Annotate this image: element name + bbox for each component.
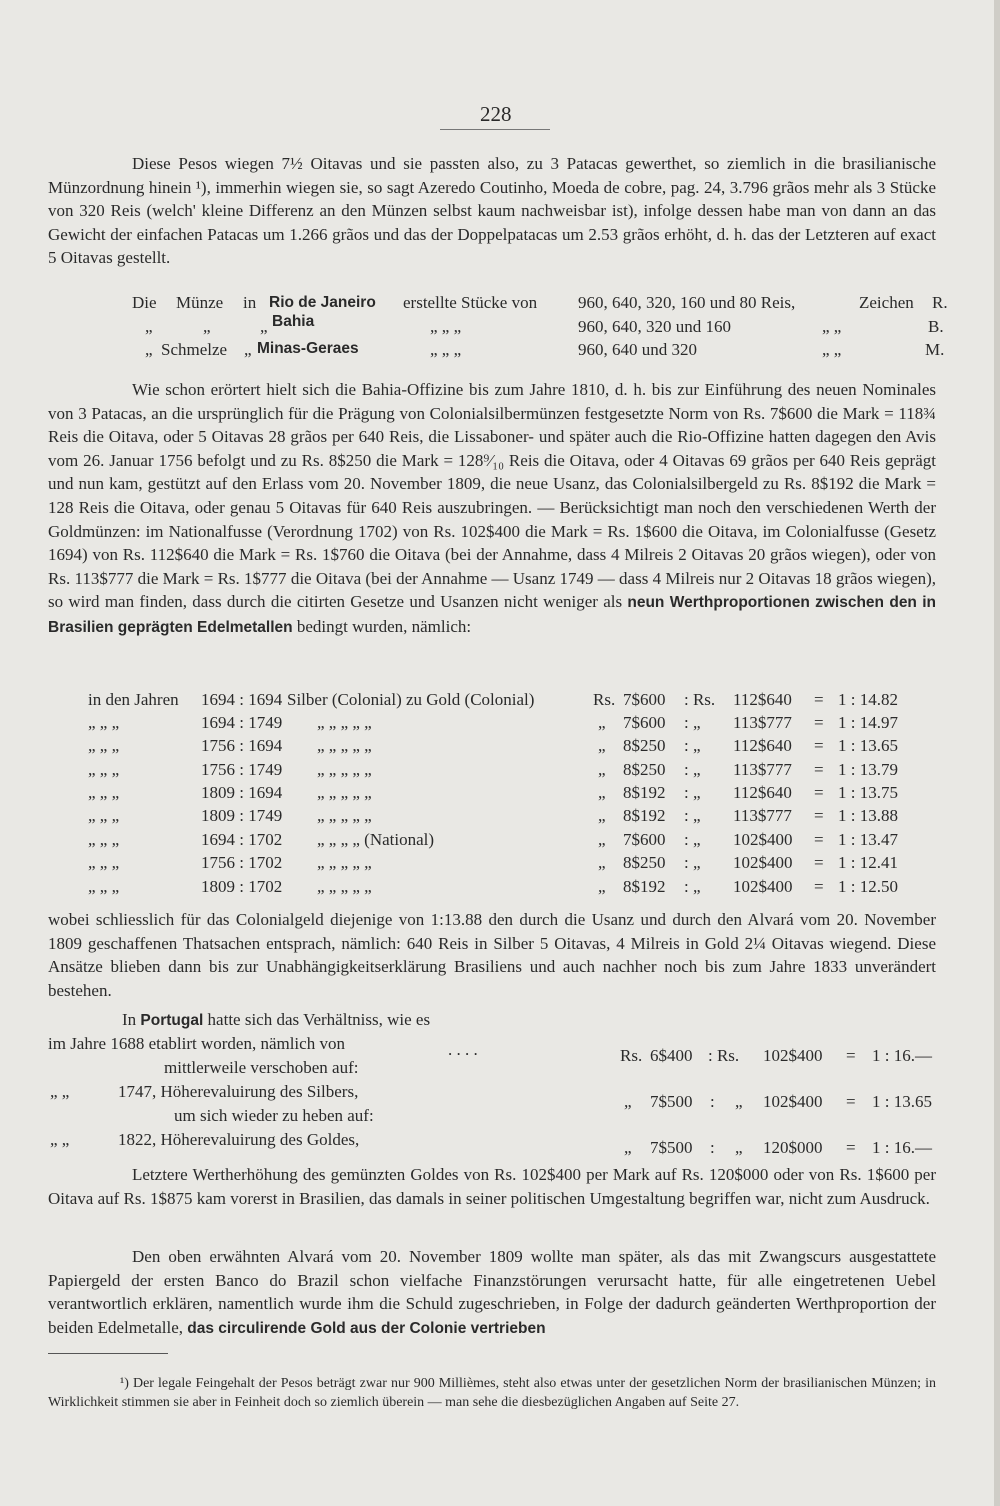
bold-phrase: Portugal — [140, 1012, 204, 1029]
page-edge — [994, 0, 1000, 1506]
table-row: „ 7$500 : „ 120$000 = 1 : 16.— — [624, 1138, 932, 1157]
bold-phrase: neun Werthproportionen zwischen den in Brasilien geprägten Edelmetallen — [48, 594, 937, 636]
page-number: 228 — [480, 102, 512, 126]
portugal-line: „ „ 1822, Höherevaluirung des Goldes, — [50, 1130, 360, 1149]
dot-leader: . . . . — [448, 1040, 478, 1059]
table-row: „ „ „ 1756 : 1749 „ „ „ „ „ „ 8$250 : „ 113$777 = 1 : 13.79 — [88, 760, 898, 779]
paragraph-4: Letztere Wertherhöhung des gemünzten Goldes von Rs. 102$400 per Mark auf Rs. 120$000 oder von Rs. 1$600 per Oitava auf Rs. 1$875 kam vorerst in Brasilien, das damals in seiner politischen Umgestaltung begriffen war, nicht zum Ausdruck. — [48, 1165, 936, 1208]
paragraph-2: Wie schon erörtert hielt sich die Bahia-Offizine bis zum Jahre 1810, d. h. bis zur Einführung des neuen Nominales von 3 Patacas, an die ursprünglich für die Prägung von Colonialsilbermünzen festgesetzte Norm von Rs. 7$600 die Mark = 118¾ Reis die Oitava, oder 5 Oitavas 28 grãos per 640 Reis, die Lissaboner- und später auch die Rio-Offizine hatten dagegen den Avis vom 26. Januar 1756 befolgt und zu Rs. 8$250 die Mark = 128⁹⁄₁₀ Reis die Oitava, oder 4 Oitavas 69 grãos per 640 Reis geprägt und nun kam, gestützt auf den Erlass vom 20. November 1809, die neue Usanz, das Colonialsilbergeld zu Rs. 8$192 die Mark = 128 Reis die Oitava, oder genau 5 Oitavas für 640 Reis auszubringen. — Berücksichtigt man noch den verschiedenen Werth der Goldmünzen: im Nationalfusse (Verordnung 1702) von Rs. 102$400 die Mark = Rs. 1$600 die Oitava, im Colonialfusse (Gesetz 1694) von Rs. 112$640 die Mark = Rs. 1$760 die Oitava (bei der Annahme, dass 4 Milreis 2 Oitavas 20 grãos wiegen), oder von Rs. 113$777 die Mark = Rs. 1$777 die Oitava (bei der Annahme — Usanz 1749 — dass 4 Milreis nur 2 Oitavas 18 grãos wiegen), so wird man finden, dass durch die citirten Gesetze und Usanzen nicht weniger als neun Werthproportionen zwischen den in Brasilien geprägten Edelmetallen bedingt wurden, nämlich: — [48, 380, 937, 636]
paragraph-1: Diese Pesos wiegen 7½ Oitavas und sie passten also, zu 3 Patacas gewerthet, so ziemlich in die brasilianische Münzordnung hinein ¹), immerhin wiegen sie, so sagt Azeredo Coutinho, Moeda de cobre, pag. 24, 3.796 grãos mehr als 3 Stücke von 320 Reis (welch' kleine Differenz an den Münzen selbst kaum nachweisbar ist), infolge dessen habe man von dann an das Gewicht der einfachen Patacas um 1.266 grãos und das der Doppelpatacas um 2.53 grãos erhöht, d. h. das der Letzteren auf exact 5 Oitavas gestellt. — [48, 154, 936, 268]
table-row: „ „ „ 1809 : 1694 „ „ „ „ „ „ 8$192 : „ 112$640 = 1 : 13.75 — [88, 783, 898, 802]
table-row: „ „ „ 1809 : 1702 „ „ „ „ „ „ 8$192 : „ 102$400 = 1 : 12.50 — [88, 877, 898, 896]
paragraph-3: wobei schliesslich für das Colonialgeld diejenige von 1:13.88 den durch die Usanz und durch den Alvará vom 20. November 1809 geschaffenen Thatsachen entsprach, nämlich: 640 Reis in Silber 5 Oitavas, 4 Milreis in Gold 2¼ Oitavas wiegend. Diese Ansätze blieben dann bis zur Unabhängigkeitserklärung Brasiliens und auch nachher noch bis zum Jahre 1833 unverändert bestehen. — [48, 910, 936, 1000]
portugal-line: mittlerweile verschoben auf: — [164, 1058, 359, 1077]
table-row: „ 7$500 : „ 102$400 = 1 : 13.65 — [624, 1092, 932, 1111]
table-row: in den Jahren 1694 : 1694 Silber (Colonial) zu Gold (Colonial) Rs. 7$600 : Rs. 112$640 = 1 : 14.82 — [88, 690, 898, 709]
paragraph-5: Den oben erwähnten Alvará vom 20. November 1809 wollte man später, als das mit Zwangscurs ausgestattete Papiergeld der ersten Banco do Brazil schon vielfache Finanzstörungen verursacht hatte, für alle eingetretenen Uebel verantwortlich erklären, namentlich wurde ihm die Schuld zugeschrieben, in Folge der dadurch geänderten Werthproportion der beiden Edelmetalle, das circulirende Gold aus der Colonie vertrieben — [48, 1247, 936, 1337]
mint-row: „ „ „ Bahia „ „ „ 960, 640, 320 und 160 „ „ B. — [145, 313, 944, 336]
footnote: ¹) Der legale Feingehalt der Pesos beträgt zwar nur 900 Millièmes, steht also etwas unter der gesetzlichen Norm der brasilianischen Münzen; in Wirklichkeit stimmen sie aber in Feinheit doch so ziemlich überein — man sehe die diesbezüglichen Angaben auf Seite 27. — [48, 1376, 936, 1410]
table-row: „ „ „ 1809 : 1749 „ „ „ „ „ „ 8$192 : „ 113$777 = 1 : 13.88 — [88, 806, 898, 825]
portugal-line: In Portugal hatte sich das Verhältniss, wie es — [122, 1010, 431, 1029]
portugal-line: um sich wieder zu heben auf: — [174, 1106, 374, 1125]
table-row: „ „ „ 1756 : 1702 „ „ „ „ „ „ 8$250 : „ 102$400 = 1 : 12.41 — [88, 853, 898, 872]
mint-place: Minas-Geraes — [257, 340, 359, 357]
portugal-line: „ „ 1747, Höherevaluirung des Silbers, — [50, 1082, 359, 1101]
bold-phrase: das circulirende Gold aus der Colonie vertrieben — [187, 1319, 546, 1337]
page-number-rule — [440, 129, 550, 130]
mint-place: Bahia — [272, 313, 315, 330]
mint-row: Die Münze in Rio de Janeiro erstellte Stücke von 960, 640, 320, 160 und 80 Reis, Zeichen R. — [132, 293, 948, 312]
table-row: „ „ „ 1756 : 1694 „ „ „ „ „ „ 8$250 : „ 112$640 = 1 : 13.65 — [88, 736, 898, 755]
table-row: „ „ „ 1694 : 1749 „ „ „ „ „ „ 7$600 : „ 113$777 = 1 : 14.97 — [88, 713, 898, 732]
mint-place: Rio de Janeiro — [269, 294, 376, 311]
table-row: Rs. 6$400 : Rs. 102$400 = 1 : 16.— — [620, 1046, 932, 1065]
table-row: „ „ „ 1694 : 1702 „ „ „ „ (National) „ 7$600 : „ 102$400 = 1 : 13.47 — [88, 830, 898, 849]
footnote-rule — [48, 1353, 168, 1354]
mint-row: „ Schmelze „ Minas-Geraes „ „ „ 960, 640 und 320 „ „ M. — [145, 340, 945, 359]
portugal-line: im Jahre 1688 etablirt worden, nämlich von — [48, 1034, 345, 1053]
